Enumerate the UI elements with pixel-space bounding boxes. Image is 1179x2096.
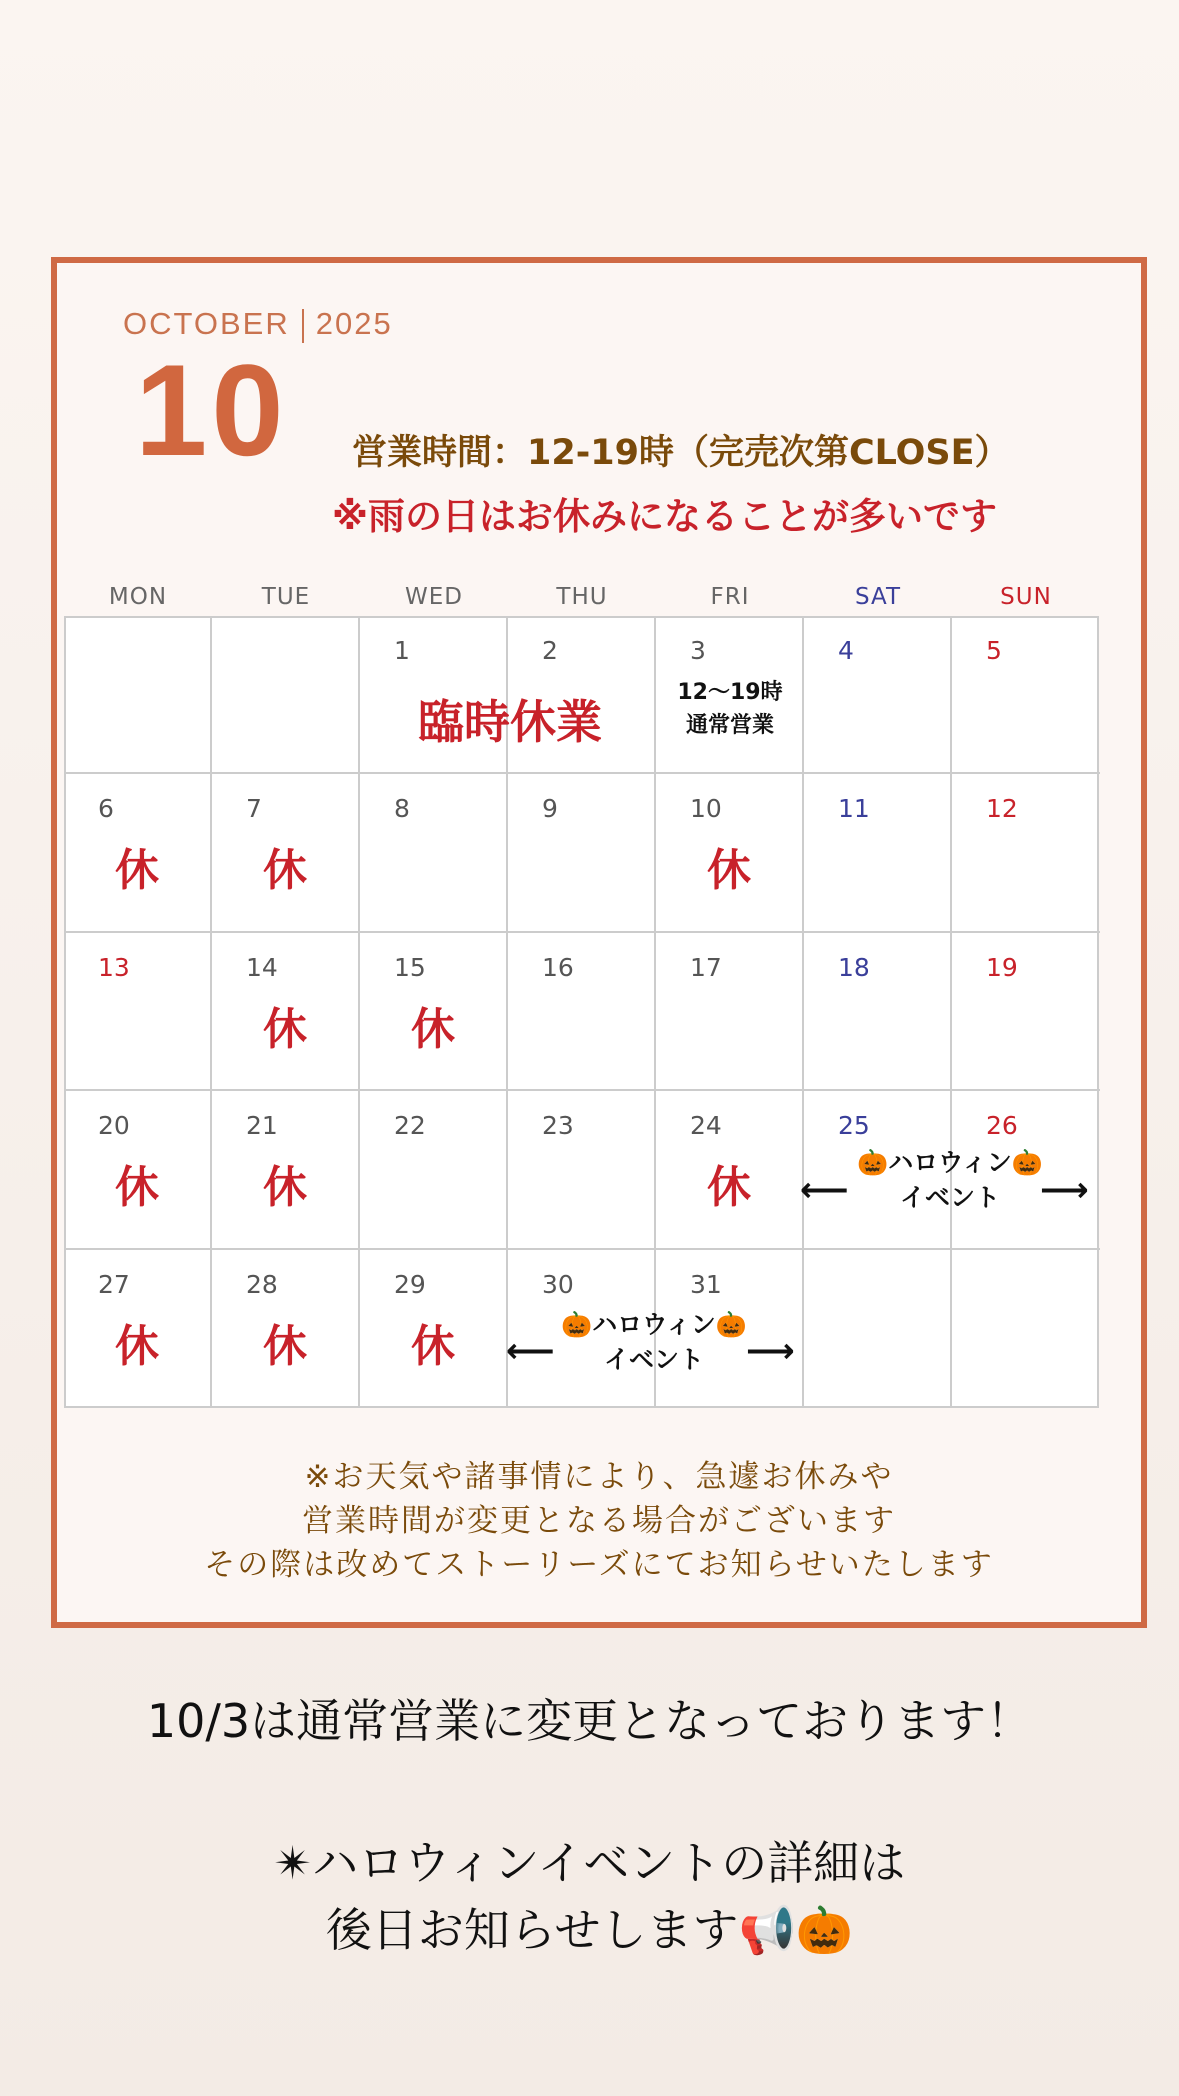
empty-cell bbox=[804, 1250, 952, 1408]
weekday-tue: TUE bbox=[261, 584, 311, 610]
caption-line: ✴︎ハロウィンイベントの詳細は bbox=[273, 1836, 906, 1890]
closed-marker: 休 bbox=[411, 1003, 455, 1055]
month-name: OCTOBER bbox=[123, 306, 290, 341]
closed-marker: 休 bbox=[115, 1162, 159, 1214]
day-number: 26 bbox=[986, 1111, 1018, 1141]
month-number: 10 bbox=[135, 337, 288, 483]
day-number: 22 bbox=[394, 1111, 426, 1141]
day-cell-8 bbox=[360, 774, 508, 932]
day-number: 23 bbox=[542, 1111, 574, 1141]
day-number: 6 bbox=[98, 794, 114, 824]
day-number: 21 bbox=[246, 1111, 278, 1141]
footer-line: ※お天気や諸事情により、急遽お休みや bbox=[304, 1459, 894, 1495]
day-cell-11 bbox=[804, 774, 952, 932]
day-number: 14 bbox=[246, 952, 278, 982]
day-number: 15 bbox=[394, 952, 426, 982]
day-cell-22 bbox=[360, 1091, 508, 1249]
day-number: 18 bbox=[838, 952, 870, 982]
closed-marker: 休 bbox=[263, 1003, 307, 1055]
closed-marker: 休 bbox=[263, 845, 307, 897]
closed-marker: 休 bbox=[115, 845, 159, 897]
weekday-fri: FRI bbox=[710, 584, 750, 610]
day-cell-29 bbox=[360, 1250, 508, 1408]
day-cell-20 bbox=[64, 1091, 212, 1249]
day-cell-15 bbox=[360, 933, 508, 1091]
day-cell-16 bbox=[508, 933, 656, 1091]
day-number: 24 bbox=[690, 1111, 722, 1141]
oct3-hours: 12〜19時 bbox=[677, 680, 783, 705]
day-number: 19 bbox=[986, 952, 1018, 982]
day-number: 5 bbox=[986, 636, 1002, 665]
day-cell-5 bbox=[952, 616, 1100, 774]
day-number: 29 bbox=[394, 1269, 426, 1299]
footer-line: 営業時間が変更となる場合がございます bbox=[302, 1503, 896, 1540]
closed-marker: 休 bbox=[707, 845, 751, 897]
day-number: 27 bbox=[98, 1269, 130, 1299]
business-hours: 営業時間：12-19時（完売次第CLOSE） bbox=[352, 433, 1010, 473]
arrow-right-icon: ⟶ bbox=[746, 1331, 795, 1371]
day-number: 1 bbox=[394, 636, 410, 665]
day-cell-7 bbox=[212, 774, 360, 932]
day-number: 10 bbox=[690, 794, 722, 824]
oct3-note bbox=[656, 676, 804, 742]
footer-note bbox=[51, 1455, 1147, 1587]
closed-marker: 休 bbox=[411, 1320, 455, 1372]
day-cell-14 bbox=[212, 933, 360, 1091]
day-cell-18 bbox=[804, 933, 952, 1091]
day-number: 12 bbox=[986, 794, 1018, 824]
empty-cell bbox=[952, 1250, 1100, 1408]
day-cell-19 bbox=[952, 933, 1100, 1091]
day-cell-9 bbox=[508, 774, 656, 932]
day-cell-23 bbox=[508, 1091, 656, 1249]
day-cell-17 bbox=[656, 933, 804, 1091]
oct3-status: 通常営業 bbox=[685, 713, 774, 738]
weekday-mon: MON bbox=[108, 584, 168, 610]
day-number: 20 bbox=[98, 1111, 130, 1141]
empty-cell bbox=[64, 616, 212, 774]
day-number: 11 bbox=[838, 794, 870, 824]
day-number: 31 bbox=[690, 1269, 722, 1299]
caption-event-detail bbox=[0, 1830, 1179, 1963]
day-cell-21 bbox=[212, 1091, 360, 1249]
event-subtitle: イベント bbox=[603, 1345, 704, 1374]
event-title: 🎃ハロウィン🎃 bbox=[561, 1310, 747, 1339]
day-cell-6 bbox=[64, 774, 212, 932]
arrow-left-icon: ⟵ bbox=[506, 1331, 555, 1371]
day-cell-10 bbox=[656, 774, 804, 932]
day-number: 16 bbox=[542, 952, 574, 982]
arrow-right-icon: ⟶ bbox=[1040, 1170, 1089, 1210]
day-cell-4 bbox=[804, 616, 952, 774]
closed-marker: 休 bbox=[115, 1320, 159, 1372]
caption-change-notice: 10/3は通常営業に変更となっております！ bbox=[146, 1694, 1033, 1748]
day-number: 7 bbox=[246, 794, 262, 824]
year: 2025 bbox=[315, 306, 393, 341]
weekday-wed: WED bbox=[405, 584, 463, 610]
event-title: 🎃ハロウィン🎃 bbox=[857, 1148, 1043, 1177]
weekday-sat: SAT bbox=[854, 584, 902, 610]
rain-note: ※雨の日はお休みになることが多いです bbox=[332, 495, 997, 538]
day-number: 2 bbox=[542, 636, 558, 665]
day-cell-12 bbox=[952, 774, 1100, 932]
day-number: 13 bbox=[98, 952, 130, 982]
day-number: 30 bbox=[542, 1269, 574, 1299]
day-cell-27 bbox=[64, 1250, 212, 1408]
empty-cell bbox=[212, 616, 360, 774]
day-number: 25 bbox=[838, 1111, 870, 1141]
day-cell-24 bbox=[656, 1091, 804, 1249]
weekday-thu: THU bbox=[556, 584, 608, 610]
weekday-sun: SUN bbox=[1000, 584, 1052, 610]
closed-marker: 休 bbox=[263, 1320, 307, 1372]
footer-line: その際は改めてストーリーズにてお知らせいたします bbox=[204, 1547, 994, 1584]
day-number: 28 bbox=[246, 1269, 278, 1299]
day-number: 4 bbox=[838, 636, 854, 665]
event-subtitle: イベント bbox=[899, 1183, 1000, 1212]
day-cell-13 bbox=[64, 933, 212, 1091]
day-cell-28 bbox=[212, 1250, 360, 1408]
day-number: 17 bbox=[690, 952, 722, 982]
day-number: 8 bbox=[394, 794, 410, 824]
caption-line: 後日お知らせします📢🎃 bbox=[325, 1902, 854, 1957]
temporary-closure-label: 臨時休業 bbox=[418, 695, 602, 749]
closed-marker: 休 bbox=[263, 1162, 307, 1214]
day-number: 3 bbox=[690, 636, 706, 665]
divider bbox=[302, 309, 304, 343]
arrow-left-icon: ⟵ bbox=[800, 1170, 849, 1210]
day-number: 9 bbox=[542, 794, 558, 824]
closed-marker: 休 bbox=[707, 1162, 751, 1214]
